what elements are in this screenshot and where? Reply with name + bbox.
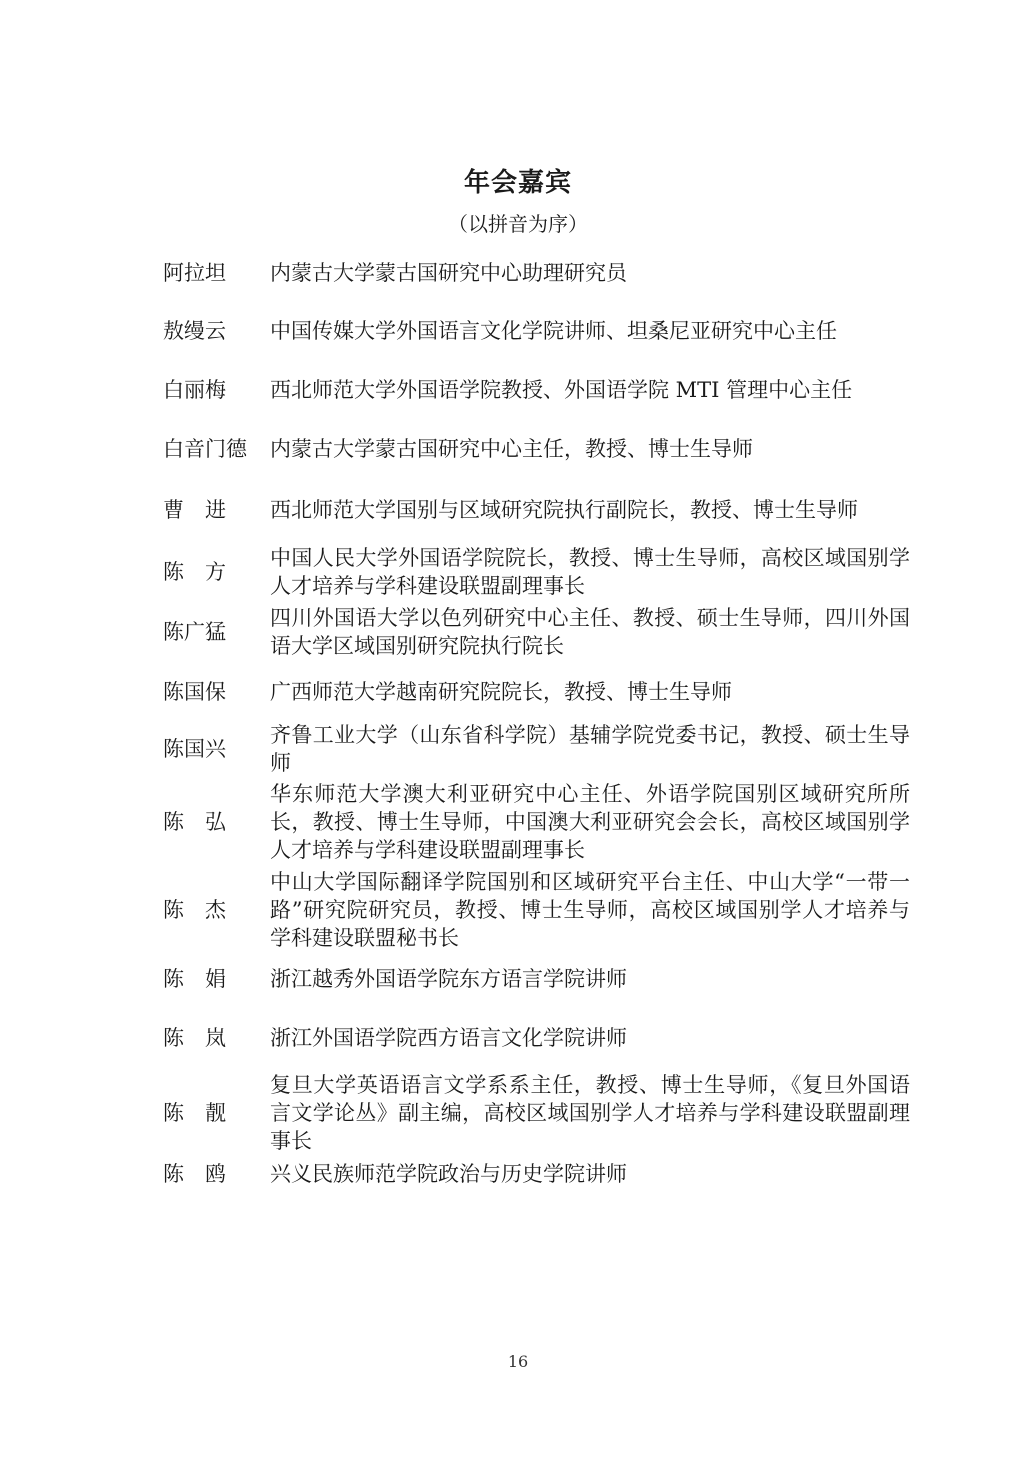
guest-name: 曹 进 (163, 498, 226, 522)
guest-row (163, 1024, 910, 1052)
guest-description: 中国传媒大学外国语言文化学院讲师、坦桑尼亚研究中心主任 (270, 319, 837, 343)
guest-description: 浙江越秀外国语学院东方语言学院讲师 (270, 967, 627, 991)
guest-description: 中国人民大学外国语学院院长，教授、博士生导师，高校区域国别学人才培养与学科建设联盟副理事长 (270, 546, 910, 598)
guest-description: 复旦大学英语语言文学系系主任，教授、博士生导师，《复旦外国语言文学论丛》副主编，高校区域国别学人才培养与学科建设联盟副理事长 (270, 1073, 910, 1153)
page-number: 16 (507, 1352, 529, 1371)
guest-row (163, 496, 910, 524)
guest-list (0, 259, 910, 1188)
guest-row (163, 544, 910, 600)
guest-name: 陈 靓 (163, 1101, 226, 1125)
guest-row (163, 1071, 910, 1155)
guest-description: 中山大学国际翻译学院国别和区域研究平台主任、中山大学“一带一路”研究院研究员，教授、博士生导师，高校区域国别学人才培养与学科建设联盟秘书长 (270, 870, 910, 950)
guest-row (163, 965, 910, 993)
guest-name: 陈国兴 (163, 737, 226, 761)
guest-description: 西北师范大学外国语学院教授、外国语学院 MTI 管理中心主任 (270, 378, 853, 402)
guest-row (163, 376, 910, 404)
guest-name: 陈国保 (163, 680, 226, 704)
guest-row (163, 435, 910, 463)
guest-description: 兴义民族师范学院政治与历史学院讲师 (270, 1162, 627, 1186)
guest-description: 西北师范大学国别与区域研究院执行副院长，教授、博士生导师 (270, 498, 858, 522)
guest-row (163, 721, 910, 777)
guest-name: 白音门德 (163, 437, 247, 461)
guest-description: 广西师范大学越南研究院院长，教授、博士生导师 (270, 680, 732, 704)
guest-name: 陈 方 (163, 560, 226, 584)
guest-name: 陈 弘 (163, 810, 226, 834)
guest-name: 陈广猛 (163, 620, 226, 644)
guest-description: 浙江外国语学院西方语言文化学院讲师 (270, 1026, 627, 1050)
guest-name: 陈 鸥 (163, 1162, 226, 1186)
guest-row (163, 868, 910, 952)
guest-row (163, 604, 910, 660)
guest-name: 陈 岚 (163, 1026, 226, 1050)
guest-row (163, 259, 910, 287)
guest-name: 陈 杰 (163, 898, 226, 922)
guest-description: 齐鲁工业大学（山东省科学院）基辅学院党委书记，教授、硕士生导师 (270, 723, 910, 775)
page-title: 年会嘉宾 (463, 168, 572, 198)
guest-description: 华东师范大学澳大利亚研究中心主任、外语学院国别区域研究所所长，教授、博士生导师，中国澳大利亚研究会会长，高校区域国别学人才培养与学科建设联盟副理事长 (270, 782, 910, 862)
guest-description: 四川外国语大学以色列研究中心主任、教授、硕士生导师，四川外国语大学区域国别研究院执行院长 (270, 606, 910, 658)
guest-row (163, 780, 910, 864)
guest-name: 敖缦云 (163, 319, 226, 343)
sort-order-note: （以拼音为序） (448, 212, 588, 236)
guest-description: 内蒙古大学蒙古国研究中心助理研究员 (270, 261, 627, 285)
guest-row (163, 1160, 910, 1188)
guest-row (163, 678, 910, 706)
guest-row (163, 317, 910, 345)
guest-name: 陈 娟 (163, 967, 226, 991)
guest-name: 白丽梅 (163, 378, 226, 402)
guest-name: 阿拉坦 (163, 261, 226, 285)
guest-description: 内蒙古大学蒙古国研究中心主任，教授、博士生导师 (270, 437, 753, 461)
